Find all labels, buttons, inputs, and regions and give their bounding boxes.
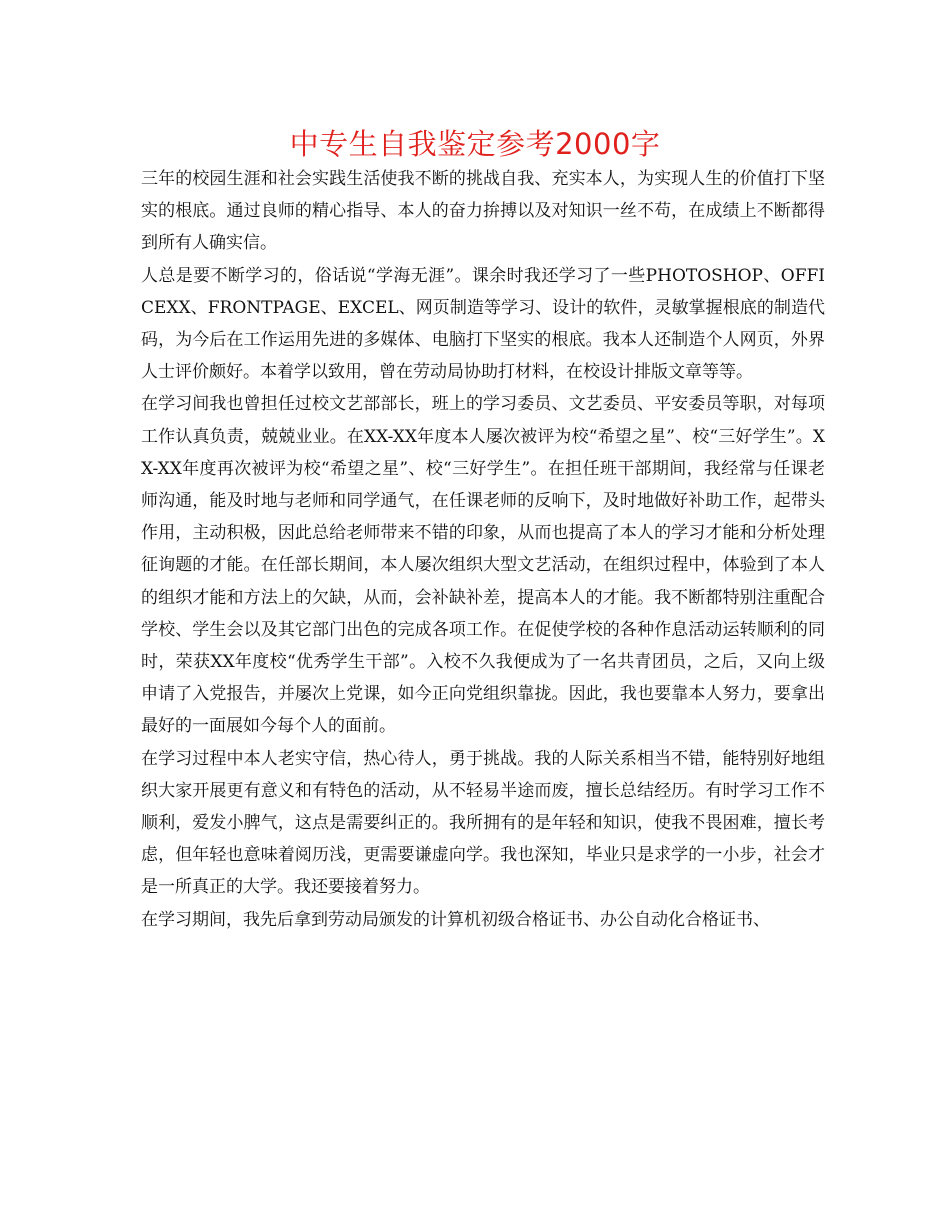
document-title: 中专生自我鉴定参考2000字 [289,127,661,161]
paragraph-5: 在学习期间，我先后拿到劳动局颁发的计算机初级合格证书、办公自动化合格证书、 [141,909,770,930]
paragraph-3: 在学习间我也曾担任过校文艺部部长，班上的学习委员、文艺委员、平安委员等职，对每项工作认真负责，兢兢业业。在XX-XX年度本人屡次被评为校“希望之星”、校“三好学生”。XX-XX年度再次被评为校“希望之星”、校“三好学生”。在担任班干部期间，我经常与任课老师沟通，能及时地与老师和同学通气，在任课老师的反响下，及时地做好补助工作，起带头作用，主动积极，因此总给老师带来不错的印象，从而也提高了本人的学习才能和分析处理征询题的才能。在任部长期间，本人屡次组织大型文艺活动，在组织过程中，体验到了本人的组织才能和方法上的欠缺，从而，会补缺补差，提高本人的才能。我不断都特别注重配合学校、学生会以及其它部门出色的完成各项工作。在促使学校的各种作息活动运转顺利的同时，荣获XX年度校“优秀学生干部”。入校不久我便成为了一名共青团员，之后，又向上级申请了入党报告，并屡次上党课，如今正向党组织靠拢。因此，我也要靠本人努力，要拿出最好的一面展如今每个人的面前。 [141,394,825,737]
paragraph-1: 三年的校园生涯和社会实践生活使我不断的挑战自我、充实本人，为实现人生的价值打下坚实的根底。通过良师的精心指导、本人的奋力拚搏以及对知识一丝不苟，在成绩上不断都得到所有人确实信。 [141,169,825,254]
document-body [141,163,825,936]
paragraph-4: 在学习过程中本人老实守信，热心待人，勇于挑战。我的人际关系相当不错，能特别好地组织大家开展更有意义和有特色的活动，从不轻易半途而废，擅长总结经历。有时学习工作不顺利，爱发小脾气，这点是需要纠正的。我所拥有的是年轻和知识，使我不畏困难，擅长考虑，但年轻也意味着阅历浅，更需要谦虚向学。我也深知，毕业只是求学的一小步，社会才是一所真正的大学。我还要接着努力。 [141,748,825,898]
paragraph-2: 人总是要不断学习的，俗话说“学海无涯”。课余时我还学习了一些PHOTOSHOP、OFFICEXX、FRONTPAGE、EXCEL、网页制造等学习、设计的软件，灵敏掌握根底的制造代码，为今后在工作运用先进的多媒体、电脑打下坚实的根底。我本人还制造个人网页，外界人士评价颇好。本着学以致用，曾在劳动局协助打材料，在校设计排版文章等等。 [141,265,825,383]
